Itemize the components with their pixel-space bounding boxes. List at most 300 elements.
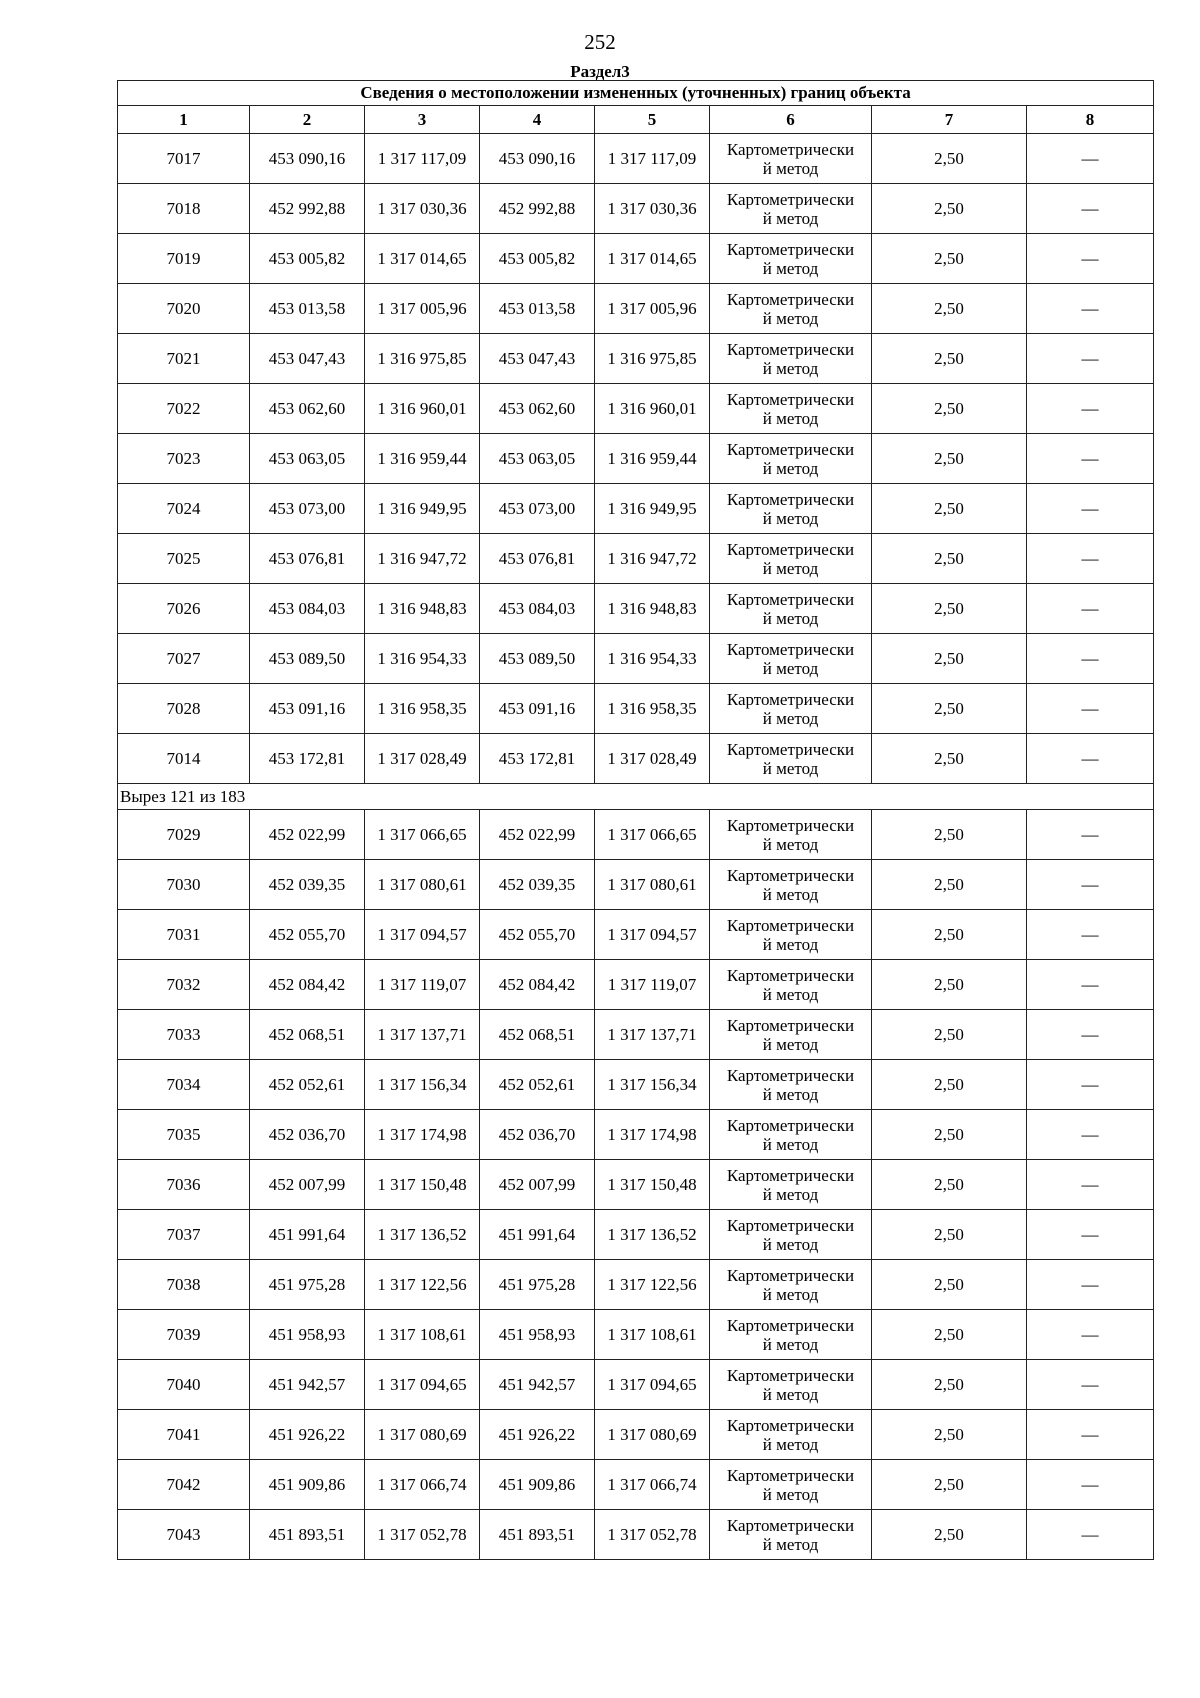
x-existing-cell: 452 022,99 [250,810,365,860]
x-refined-cell: 452 007,99 [480,1160,595,1210]
x-existing-cell: 452 039,35 [250,860,365,910]
point-number-cell: 7022 [118,384,250,434]
accuracy-cell: 2,50 [872,1160,1027,1210]
method-line2: й метод [762,1284,819,1304]
method-line1: Картометрически [726,1465,855,1485]
column-number: 1 [118,106,250,134]
method-line2: й метод [762,1234,819,1254]
y-refined-cell: 1 316 949,95 [595,484,710,534]
y-existing-cell: 1 316 959,44 [365,434,480,484]
method-line1: Картометрически [726,965,855,985]
table-row [118,1260,1154,1310]
method-line1: Картометрически [726,915,855,935]
method-cell [710,434,872,484]
x-existing-cell: 452 068,51 [250,1010,365,1060]
accuracy-cell: 2,50 [872,484,1027,534]
method-line2: й метод [762,508,819,528]
x-refined-cell: 452 992,88 [480,184,595,234]
method-line1: Картометрически [726,189,855,209]
x-refined-cell: 453 089,50 [480,634,595,684]
method-line1: Картометрически [726,865,855,885]
y-refined-cell: 1 317 122,56 [595,1260,710,1310]
accuracy-cell: 2,50 [872,684,1027,734]
note-cell: — [1027,1260,1154,1310]
accuracy-cell: 2,50 [872,960,1027,1010]
note-cell: — [1027,1310,1154,1360]
method-line2: й метод [762,308,819,328]
table-row [118,1460,1154,1510]
point-number-cell: 7023 [118,434,250,484]
note-cell: — [1027,1510,1154,1560]
point-number-cell: 7033 [118,1010,250,1060]
y-existing-cell: 1 316 958,35 [365,684,480,734]
table-title-row [118,81,1154,106]
y-refined-cell: 1 317 137,71 [595,1010,710,1060]
note-cell: — [1027,384,1154,434]
point-number-cell: 7030 [118,860,250,910]
method-line2: й метод [762,558,819,578]
y-refined-cell: 1 317 066,65 [595,810,710,860]
x-existing-cell: 452 007,99 [250,1160,365,1210]
note-cell: — [1027,1460,1154,1510]
method-line1: Картометрически [726,1065,855,1085]
x-refined-cell: 453 172,81 [480,734,595,784]
x-refined-cell: 453 073,00 [480,484,595,534]
method-line1: Картометрически [726,689,855,709]
accuracy-cell: 2,50 [872,534,1027,584]
accuracy-cell: 2,50 [872,1260,1027,1310]
method-line2: й метод [762,158,819,178]
y-refined-cell: 1 317 094,57 [595,910,710,960]
column-number: 2 [250,106,365,134]
method-line2: й метод [762,984,819,1004]
method-line1: Картометрически [726,1315,855,1335]
table-row [118,334,1154,384]
method-cell [710,1460,872,1510]
y-refined-cell: 1 316 954,33 [595,634,710,684]
section-title: Раздел3 [570,62,630,81]
note-cell: — [1027,1210,1154,1260]
accuracy-cell: 2,50 [872,234,1027,284]
x-refined-cell: 453 090,16 [480,134,595,184]
x-refined-cell: 453 013,58 [480,284,595,334]
method-line1: Картометрически [726,1415,855,1435]
method-line1: Картометрически [726,1115,855,1135]
page-number: 252 [584,30,616,54]
x-existing-cell: 453 090,16 [250,134,365,184]
x-refined-cell: 453 005,82 [480,234,595,284]
point-number-cell: 7029 [118,810,250,860]
y-existing-cell: 1 316 954,33 [365,634,480,684]
method-line2: й метод [762,1134,819,1154]
table-row [118,684,1154,734]
method-cell [710,1210,872,1260]
method-line2: й метод [762,1184,819,1204]
accuracy-cell: 2,50 [872,910,1027,960]
y-existing-cell: 1 316 960,01 [365,384,480,434]
table-title: Сведения о местоположении измененных (уточненных) границ объекта [118,81,1154,106]
method-line2: й метод [762,658,819,678]
table-row [118,1510,1154,1560]
y-existing-cell: 1 316 947,72 [365,534,480,584]
point-number-cell: 7038 [118,1260,250,1310]
y-refined-cell: 1 317 156,34 [595,1060,710,1110]
point-number-cell: 7039 [118,1310,250,1360]
table-row [118,734,1154,784]
method-line1: Картометрически [726,489,855,509]
table-row [118,534,1154,584]
accuracy-cell: 2,50 [872,634,1027,684]
cut-row [118,784,1154,810]
x-existing-cell: 452 992,88 [250,184,365,234]
method-cell [710,1110,872,1160]
method-cell [710,284,872,334]
x-existing-cell: 453 089,50 [250,634,365,684]
y-existing-cell: 1 317 005,96 [365,284,480,334]
method-cell [710,1060,872,1110]
method-cell [710,860,872,910]
column-number: 8 [1027,106,1154,134]
column-number: 6 [710,106,872,134]
method-line2: й метод [762,358,819,378]
method-line1: Картометрически [726,1215,855,1235]
method-line2: й метод [762,884,819,904]
method-cell [710,1260,872,1310]
point-number-cell: 7035 [118,1110,250,1160]
y-existing-cell: 1 317 108,61 [365,1310,480,1360]
method-line2: й метод [762,1084,819,1104]
x-existing-cell: 453 063,05 [250,434,365,484]
table-row [118,1310,1154,1360]
x-refined-cell: 453 076,81 [480,534,595,584]
method-cell [710,334,872,384]
y-refined-cell: 1 317 174,98 [595,1110,710,1160]
y-existing-cell: 1 317 080,69 [365,1410,480,1460]
y-refined-cell: 1 317 108,61 [595,1310,710,1360]
table-row [118,584,1154,634]
note-cell: — [1027,534,1154,584]
x-refined-cell: 453 063,05 [480,434,595,484]
x-refined-cell: 452 052,61 [480,1060,595,1110]
x-refined-cell: 452 068,51 [480,1010,595,1060]
y-existing-cell: 1 317 052,78 [365,1510,480,1560]
table-row [118,1210,1154,1260]
method-line1: Картометрически [726,815,855,835]
y-existing-cell: 1 317 122,56 [365,1260,480,1310]
note-cell: — [1027,734,1154,784]
y-refined-cell: 1 317 119,07 [595,960,710,1010]
y-refined-cell: 1 317 014,65 [595,234,710,284]
y-refined-cell: 1 317 028,49 [595,734,710,784]
accuracy-cell: 2,50 [872,184,1027,234]
accuracy-cell: 2,50 [872,1310,1027,1360]
y-existing-cell: 1 317 066,65 [365,810,480,860]
y-existing-cell: 1 317 014,65 [365,234,480,284]
x-refined-cell: 453 084,03 [480,584,595,634]
point-number-cell: 7036 [118,1160,250,1210]
accuracy-cell: 2,50 [872,1460,1027,1510]
method-cell [710,960,872,1010]
note-cell: — [1027,634,1154,684]
y-existing-cell: 1 317 137,71 [365,1010,480,1060]
y-existing-cell: 1 317 117,09 [365,134,480,184]
method-line1: Картометрически [726,589,855,609]
y-existing-cell: 1 317 028,49 [365,734,480,784]
y-refined-cell: 1 317 080,61 [595,860,710,910]
point-number-cell: 7019 [118,234,250,284]
x-existing-cell: 453 091,16 [250,684,365,734]
method-cell [710,1160,872,1210]
table-row [118,1160,1154,1210]
method-cell [710,134,872,184]
y-existing-cell: 1 317 066,74 [365,1460,480,1510]
method-cell [710,584,872,634]
cut-label: Вырез 121 из 183 [118,784,1154,810]
method-cell [710,234,872,284]
y-refined-cell: 1 316 975,85 [595,334,710,384]
point-number-cell: 7026 [118,584,250,634]
table-row [118,484,1154,534]
table-row [118,384,1154,434]
accuracy-cell: 2,50 [872,434,1027,484]
method-line2: й метод [762,258,819,278]
method-cell [710,734,872,784]
x-refined-cell: 451 942,57 [480,1360,595,1410]
point-number-cell: 7040 [118,1360,250,1410]
y-refined-cell: 1 317 094,65 [595,1360,710,1410]
note-cell: — [1027,284,1154,334]
point-number-cell: 7020 [118,284,250,334]
point-number-cell: 7018 [118,184,250,234]
point-number-cell: 7027 [118,634,250,684]
accuracy-cell: 2,50 [872,584,1027,634]
note-cell: — [1027,1010,1154,1060]
note-cell: — [1027,584,1154,634]
x-existing-cell: 451 958,93 [250,1310,365,1360]
y-refined-cell: 1 317 030,36 [595,184,710,234]
accuracy-cell: 2,50 [872,810,1027,860]
method-line1: Картометрически [726,139,855,159]
y-refined-cell: 1 316 959,44 [595,434,710,484]
x-existing-cell: 453 084,03 [250,584,365,634]
x-existing-cell: 451 926,22 [250,1410,365,1460]
method-line2: й метод [762,1034,819,1054]
accuracy-cell: 2,50 [872,1110,1027,1160]
table-row [118,1110,1154,1160]
y-refined-cell: 1 317 080,69 [595,1410,710,1460]
y-existing-cell: 1 317 150,48 [365,1160,480,1210]
note-cell: — [1027,484,1154,534]
x-existing-cell: 453 172,81 [250,734,365,784]
accuracy-cell: 2,50 [872,1010,1027,1060]
note-cell: — [1027,434,1154,484]
method-cell [710,534,872,584]
y-existing-cell: 1 317 080,61 [365,860,480,910]
column-number-row [118,106,1154,134]
note-cell: — [1027,234,1154,284]
y-existing-cell: 1 317 030,36 [365,184,480,234]
method-cell [710,384,872,434]
method-cell [710,910,872,960]
accuracy-cell: 2,50 [872,284,1027,334]
x-refined-cell: 452 084,42 [480,960,595,1010]
x-refined-cell: 451 893,51 [480,1510,595,1560]
point-number-cell: 7024 [118,484,250,534]
x-refined-cell: 452 055,70 [480,910,595,960]
x-refined-cell: 451 909,86 [480,1460,595,1510]
note-cell: — [1027,860,1154,910]
column-number: 3 [365,106,480,134]
method-line1: Картометрически [726,339,855,359]
table-row [118,134,1154,184]
point-number-cell: 7043 [118,1510,250,1560]
method-line2: й метод [762,934,819,954]
method-cell [710,1510,872,1560]
accuracy-cell: 2,50 [872,134,1027,184]
x-existing-cell: 452 052,61 [250,1060,365,1110]
table-row [118,1010,1154,1060]
point-number-cell: 7042 [118,1460,250,1510]
point-number-cell: 7017 [118,134,250,184]
coordinates-table [117,80,1154,1560]
point-number-cell: 7041 [118,1410,250,1460]
method-line1: Картометрически [726,739,855,759]
y-existing-cell: 1 316 948,83 [365,584,480,634]
note-cell: — [1027,1410,1154,1460]
accuracy-cell: 2,50 [872,1410,1027,1460]
x-existing-cell: 452 036,70 [250,1110,365,1160]
x-existing-cell: 453 062,60 [250,384,365,434]
column-number: 4 [480,106,595,134]
method-line1: Картометрически [726,1265,855,1285]
y-existing-cell: 1 317 156,34 [365,1060,480,1110]
method-line2: й метод [762,408,819,428]
note-cell: — [1027,1360,1154,1410]
point-number-cell: 7034 [118,1060,250,1110]
x-existing-cell: 451 975,28 [250,1260,365,1310]
table-body [118,134,1154,1560]
table-row [118,1360,1154,1410]
method-line2: й метод [762,208,819,228]
method-line2: й метод [762,608,819,628]
x-existing-cell: 453 013,58 [250,284,365,334]
note-cell: — [1027,134,1154,184]
y-existing-cell: 1 316 949,95 [365,484,480,534]
x-refined-cell: 451 975,28 [480,1260,595,1310]
note-cell: — [1027,960,1154,1010]
x-refined-cell: 453 062,60 [480,384,595,434]
method-cell [710,634,872,684]
point-number-cell: 7028 [118,684,250,734]
x-refined-cell: 453 047,43 [480,334,595,384]
x-refined-cell: 452 022,99 [480,810,595,860]
x-refined-cell: 453 091,16 [480,684,595,734]
x-existing-cell: 451 991,64 [250,1210,365,1260]
y-refined-cell: 1 316 948,83 [595,584,710,634]
y-refined-cell: 1 317 052,78 [595,1510,710,1560]
column-number: 5 [595,106,710,134]
method-line2: й метод [762,834,819,854]
accuracy-cell: 2,50 [872,1360,1027,1410]
y-refined-cell: 1 317 136,52 [595,1210,710,1260]
point-number-cell: 7025 [118,534,250,584]
y-refined-cell: 1 317 150,48 [595,1160,710,1210]
y-existing-cell: 1 317 136,52 [365,1210,480,1260]
x-existing-cell: 453 047,43 [250,334,365,384]
table-row [118,234,1154,284]
method-line1: Картометрически [726,539,855,559]
method-line1: Картометрически [726,1515,855,1535]
method-line2: й метод [762,1384,819,1404]
x-existing-cell: 452 084,42 [250,960,365,1010]
method-line2: й метод [762,1434,819,1454]
y-refined-cell: 1 317 066,74 [595,1460,710,1510]
method-line2: й метод [762,758,819,778]
y-existing-cell: 1 317 094,57 [365,910,480,960]
note-cell: — [1027,1110,1154,1160]
accuracy-cell: 2,50 [872,734,1027,784]
method-cell [710,184,872,234]
method-line1: Картометрически [726,1015,855,1035]
method-line1: Картометрически [726,389,855,409]
method-line1: Картометрически [726,439,855,459]
y-existing-cell: 1 317 174,98 [365,1110,480,1160]
point-number-cell: 7014 [118,734,250,784]
x-existing-cell: 451 893,51 [250,1510,365,1560]
note-cell: — [1027,910,1154,960]
table-row [118,184,1154,234]
table-row [118,284,1154,334]
method-cell [710,1360,872,1410]
x-refined-cell: 451 958,93 [480,1310,595,1360]
x-existing-cell: 451 909,86 [250,1460,365,1510]
method-line2: й метод [762,708,819,728]
method-line2: й метод [762,1484,819,1504]
accuracy-cell: 2,50 [872,1510,1027,1560]
table-row [118,810,1154,860]
column-number: 7 [872,106,1027,134]
note-cell: — [1027,1160,1154,1210]
note-cell: — [1027,810,1154,860]
point-number-cell: 7037 [118,1210,250,1260]
accuracy-cell: 2,50 [872,334,1027,384]
method-cell [710,810,872,860]
method-line1: Картометрически [726,639,855,659]
y-refined-cell: 1 316 947,72 [595,534,710,584]
table-row [118,1060,1154,1110]
point-number-cell: 7021 [118,334,250,384]
method-line1: Картометрически [726,289,855,309]
point-number-cell: 7032 [118,960,250,1010]
method-line1: Картометрически [726,1165,855,1185]
method-cell [710,484,872,534]
table-row [118,860,1154,910]
note-cell: — [1027,1060,1154,1110]
y-refined-cell: 1 317 117,09 [595,134,710,184]
method-line1: Картометрически [726,1365,855,1385]
x-refined-cell: 451 926,22 [480,1410,595,1460]
note-cell: — [1027,684,1154,734]
y-refined-cell: 1 317 005,96 [595,284,710,334]
accuracy-cell: 2,50 [872,1210,1027,1260]
method-cell [710,1310,872,1360]
method-line2: й метод [762,1534,819,1554]
accuracy-cell: 2,50 [872,860,1027,910]
method-line2: й метод [762,458,819,478]
table-row [118,960,1154,1010]
x-existing-cell: 453 005,82 [250,234,365,284]
x-refined-cell: 452 036,70 [480,1110,595,1160]
